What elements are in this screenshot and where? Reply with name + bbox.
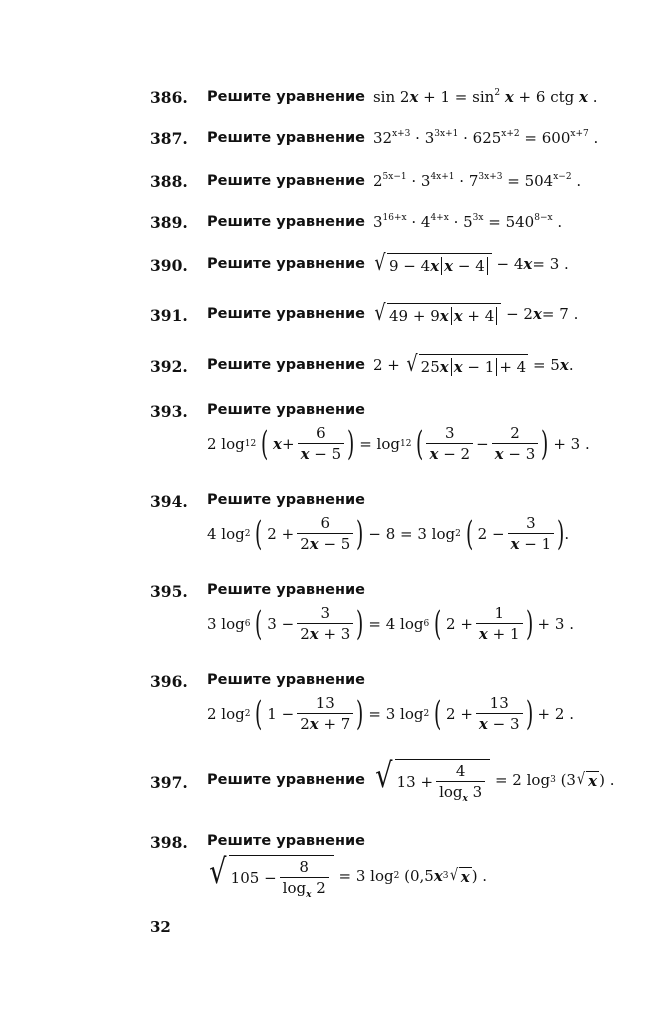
problem-label: Решите уравнение bbox=[207, 672, 365, 688]
equation: √ 105 − $\frac{8}{\log_x 2}$ = 3 log 2 (0,5 x 3 √ x ) . bbox=[209, 852, 488, 900]
equation: $3^{16+x} \cdot 4^{4+x} \cdot 5^{3x} = 540^{8-x}$ . bbox=[372, 213, 563, 231]
problem-label: Решите уравнение bbox=[207, 214, 365, 230]
problem-number: 389. bbox=[150, 213, 188, 232]
equation: $2^{5x-1} \cdot 3^{4x+1} \cdot 7^{3x+3} = 504^{x-2}$ . bbox=[372, 172, 582, 190]
problem-number: 392. bbox=[150, 357, 188, 376]
problem-label: Решите уравнение bbox=[207, 256, 365, 272]
problem-label: Решите уравнение bbox=[207, 582, 365, 598]
equation: $32^{x+3} \cdot 3^{3x+1} \cdot 625^{x+2} = 600^{x+7}$ . bbox=[372, 129, 599, 147]
problem-label: Решите уравнение bbox=[207, 130, 365, 146]
problem-number: 388. bbox=[150, 172, 188, 191]
problem-label: Решите уравнение bbox=[207, 833, 365, 849]
equation: √ 9 − 4 x x − 4 − 4 x = 3 . bbox=[374, 251, 569, 276]
equation: 3 log 6 ( 3 − $\frac{3}{2x + 3}$ ) = 4 log 6 ( 2 + $\frac{1}{x + 1}$ ) + 3 . bbox=[207, 603, 574, 644]
problem-label: Решите уравнение bbox=[207, 402, 365, 418]
problem-label: Решите уравнение bbox=[207, 306, 365, 322]
problem-number: 387. bbox=[150, 129, 188, 148]
equation: 2 log 12 ( x + $\frac{6}{x - 5}$ ) = log 12 ( $\frac{3}{x - 2}$ − $\frac{2}{x - 3}$ ) + 3 . bbox=[207, 423, 590, 464]
problem-label: Решите уравнение bbox=[207, 772, 365, 788]
equation: $\sin 2x + 1 = \sin^2 x + 6$ ctg x . bbox=[372, 88, 598, 106]
problem-label: Решите уравнение bbox=[207, 173, 365, 189]
problem-number: 395. bbox=[150, 582, 188, 601]
problem-number: 393. bbox=[150, 402, 188, 421]
problem-number: 394. bbox=[150, 492, 188, 511]
problem-number: 386. bbox=[150, 88, 188, 107]
problem-number: 391. bbox=[150, 306, 188, 325]
problem-number: 398. bbox=[150, 833, 188, 852]
problem-label: Решите уравнение bbox=[207, 492, 365, 508]
problem-number: 396. bbox=[150, 672, 188, 691]
problem-number: 397. bbox=[150, 773, 188, 792]
equation: 2 log 2 ( 1 − $\frac{13}{2x + 7}$ ) = 3 log 2 ( 2 + $\frac{13}{x - 3}$ ) + 2 . bbox=[207, 693, 574, 734]
equation: √ 49 + 9 x x + 4 − 2 x = 7 . bbox=[374, 301, 579, 326]
problem-label: Решите уравнение bbox=[207, 89, 365, 105]
problem-label: Решите уравнение bbox=[207, 357, 365, 373]
equation: 2 + √ 25 x x − 1 + 4 = 5 x . bbox=[372, 352, 574, 377]
problem-number: 390. bbox=[150, 256, 188, 275]
equation: 4 log 2 ( 2 + $\frac{6}{2x - 5}$ ) − 8 = 3 log 2 ( 2 − $\frac{3}{x - 1}$ ) . bbox=[207, 513, 570, 554]
page-number: 32 bbox=[150, 918, 171, 936]
equation: √ 13 + $\frac{4}{\log_x 3}$ = 2 log 3 (3 √ x ) . bbox=[375, 756, 615, 804]
